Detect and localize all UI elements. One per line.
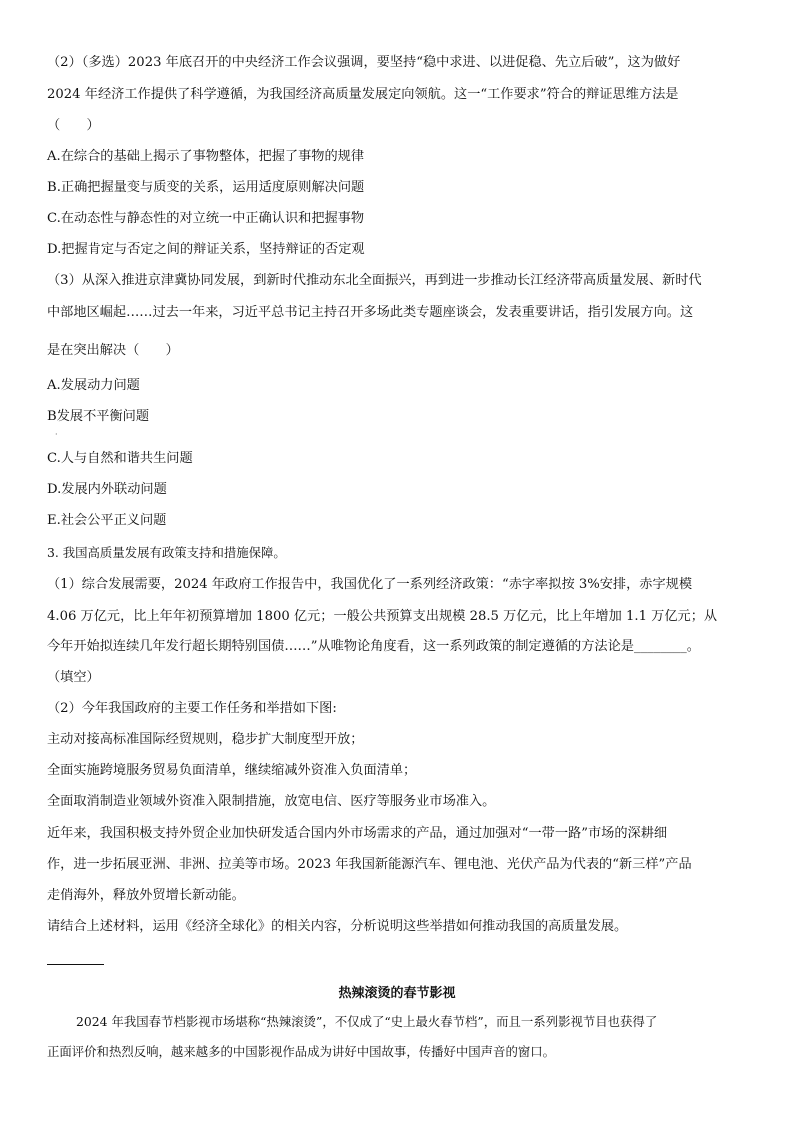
q2-sub2-stem-line1: （2）（多选）2023 年底召开的中央经济工作会议强调，要坚持“稳中求进、以进促稳、先立后破”，这为做好 [47, 55, 681, 70]
footnote-divider [47, 964, 104, 965]
q3-sub2-intro: （2）今年我国政府的主要工作任务和举措如下图: [47, 701, 337, 716]
q3-sub1-line2: 4.06 万亿元，比上年年初预算增加 1800 亿元；一般公共预算支出规模 28.5 万亿元，比上年增加 1.1 万亿元；从 [47, 609, 718, 624]
passage-line1: 2024 年我国春节档影视市场堪称“热辣滚烫”，不仅成了“史上最火春节档”，而且一系列影视节目也获得了 [76, 1014, 658, 1029]
q2-sub3-stem-line2: 中部地区崛起……过去一年来，习近平总书记主持召开多场此类专题座谈会，发表重要讲话，指引发展方向。这 [47, 305, 694, 320]
passage-line2: 正面评价和热烈反响，越来越多的中国影视作品成为讲好中国故事，传播好中国声音的窗口。 [47, 1044, 556, 1059]
passage-title: 热辣滚烫的春节影视 [338, 986, 456, 1001]
q3-sub1-line3: 今年开始拟连续几年发行超长期特别国债……”从唯物论角度看，这一系列政策的制定遵循的方法论是________。 [47, 639, 700, 654]
q3-sub2-para-line3: 走俏海外，释放外贸增长新动能。 [47, 888, 245, 903]
q2-sub3-option-e: E.社会公平正义问题 [47, 513, 167, 528]
q3-sub2-item-1: 主动对接高标准国际经贸规则，稳步扩大制度型开放； [47, 732, 364, 747]
q3-sub2-item-3: 全面取消制造业领域外资准入限制措施，放宽电信、医疗等服务业市场准入。 [47, 794, 496, 809]
q3-sub2-para-line1: 近年来，我国积极支持外贸企业加快研发适合国内外市场需求的产品，通过加强对“一带一路”市场的深耕细 [47, 826, 668, 841]
q2-sub2-stem-line2: 2024 年经济工作提供了科学遵循，为我国经济高质量发展定向领航。这一“工作要求”符合的辩证思维方法是 [47, 87, 679, 102]
q3-sub1-line1: （1）综合发展需要，2024 年政府工作报告中，我国优化了一系列经济政策：“赤字率拟按 3%安排，赤字规模 [47, 577, 693, 592]
q2-sub2-answer-bracket: （ ） [47, 118, 100, 133]
q2-sub3-option-c: C.人与自然和谐共生问题 [47, 451, 193, 466]
q3-sub1-fill-tag: （填空） [47, 670, 100, 685]
q2-sub3-option-d: D.发展内外联动问题 [47, 482, 167, 497]
q2-sub3-stem-line1: （3）从深入推进京津冀协同发展，到新时代推动东北全面振兴，再到进一步推动长江经济带高质量发展、新时代 [47, 273, 702, 288]
q2-sub2-option-a: A.在综合的基础上揭示了事物整体，把握了事物的规律 [47, 149, 365, 164]
q2-sub2-option-c: C.在动态性与静态性的对立统一中正确认识和把握事物 [47, 211, 365, 226]
q3-sub2-item-2: 全面实施跨境服务贸易负面清单，继续缩减外资准入负面清单； [47, 763, 417, 778]
stray-mark: · [55, 430, 58, 439]
q2-sub3-option-b: B发展不平衡问题 [47, 409, 150, 424]
q3-sub2-task: 请结合上述材料，运用《经济全球化》的相关内容，分析说明这些举措如何推动我国的高质量发展。 [47, 919, 628, 934]
q2-sub2-option-d: D.把握肯定与否定之间的辩证关系，坚持辩证的否定观 [47, 242, 365, 257]
q2-sub3-stem-line3: 是在突出解决（ ） [47, 343, 179, 358]
q2-sub3-option-a: A.发展动力问题 [47, 378, 140, 393]
q2-sub2-option-b: B.正确把握量变与质变的关系，运用适度原则解决问题 [47, 180, 365, 195]
q3-sub2-para-line2: 作，进一步拓展亚洲、非洲、拉美等市场。2023 年我国新能源汽车、锂电池、光伏产品为代表的“新三样”产品 [47, 857, 692, 872]
q3-heading: 3. 我国高质量发展有政策支持和措施保障。 [47, 545, 286, 560]
